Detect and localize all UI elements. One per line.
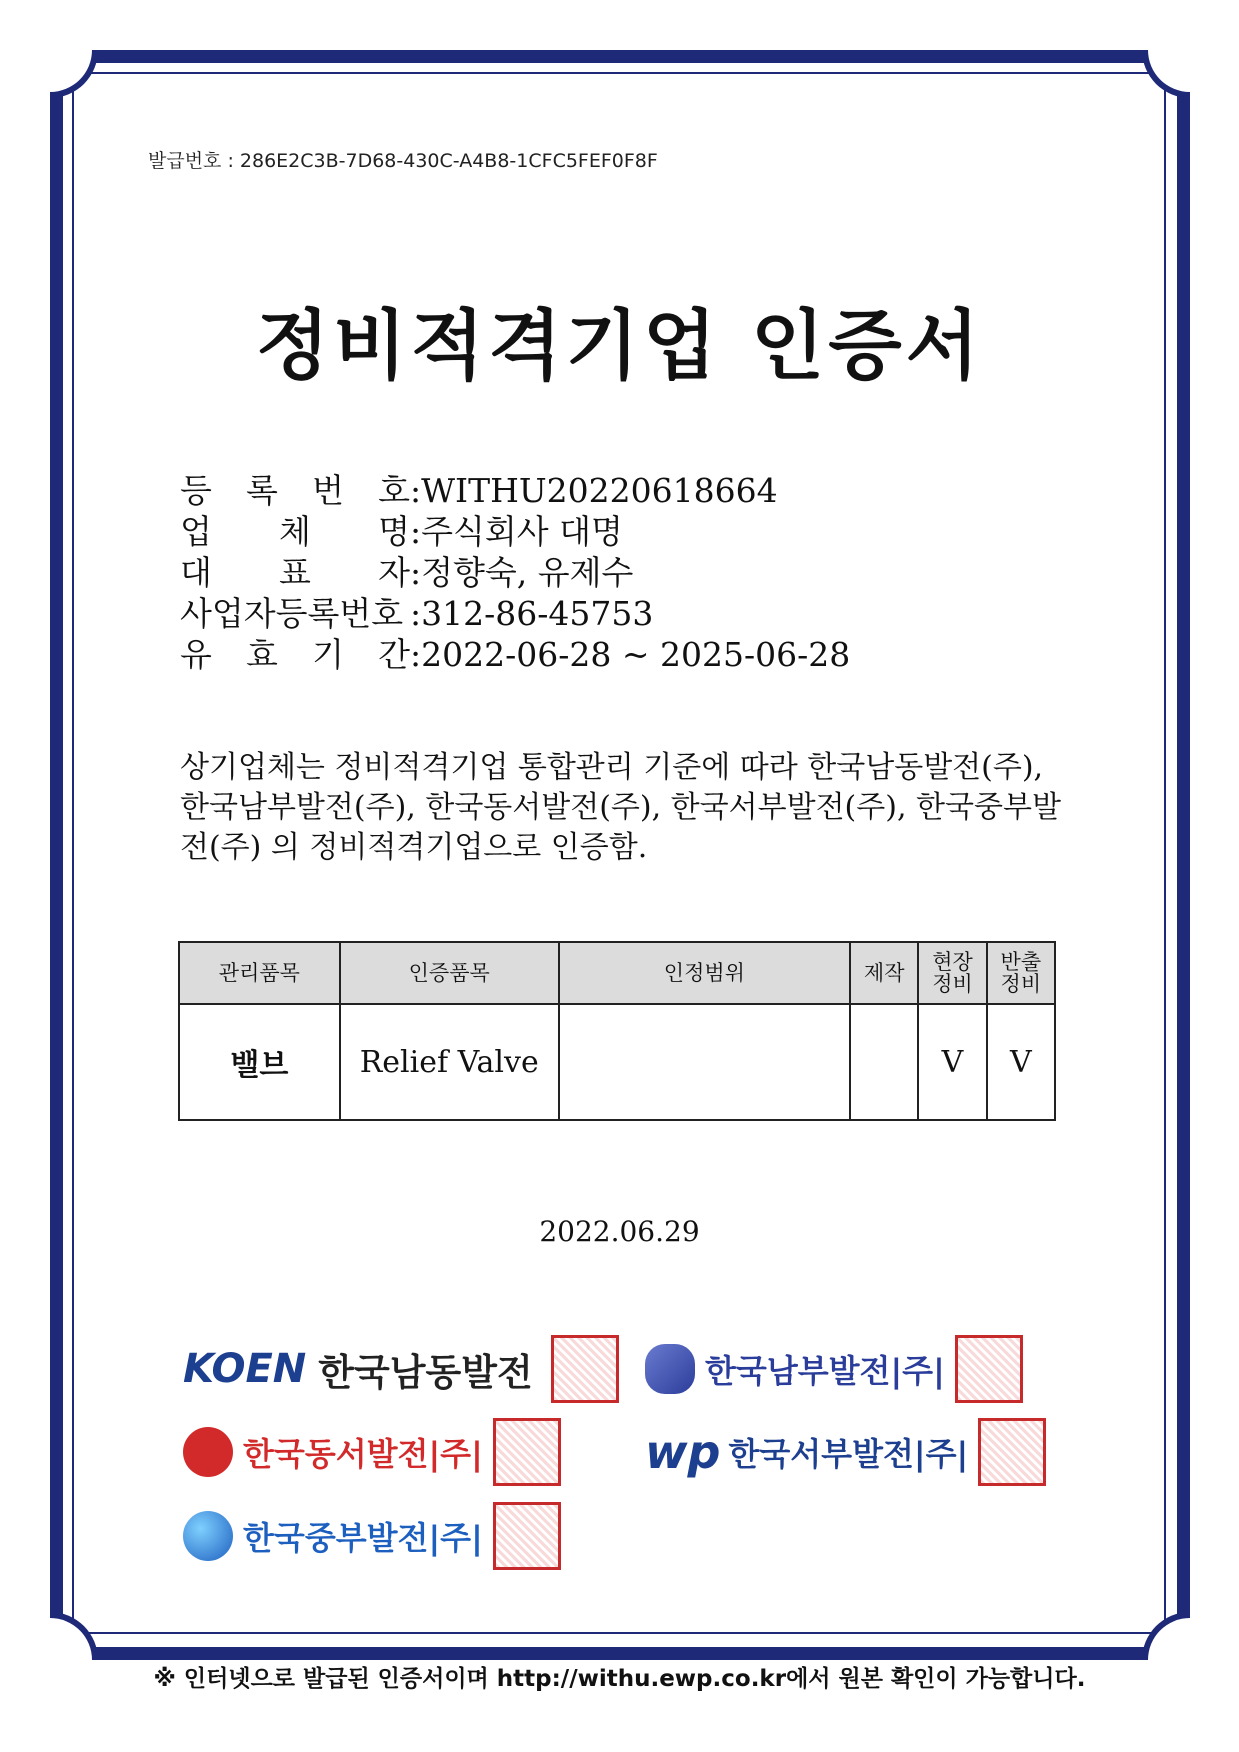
- logo-koen: [183, 1335, 619, 1403]
- info-label: 등 록 번 호: [180, 471, 410, 510]
- info-row: [180, 470, 850, 511]
- table-header-cell: 관리품목: [179, 942, 340, 1004]
- table-cell: [559, 1004, 850, 1120]
- company-seal: [493, 1502, 561, 1570]
- certified-items-table: [178, 941, 1056, 1121]
- kospo-emblem-icon: [645, 1344, 695, 1394]
- footer-notice: ※ 인터넷으로 발급된 인증서이며 http://withu.ewp.co.kr에서 원본 확인이 가능합니다.: [153, 1666, 1086, 1692]
- table-header-cell: 인증품목: [340, 942, 559, 1004]
- registration-info: [180, 470, 850, 675]
- table-header-cell: 반출 정비: [987, 942, 1055, 1004]
- info-row: [180, 634, 850, 675]
- info-label: 유 효 기 간: [180, 635, 410, 674]
- table-cell: Relief Valve: [340, 1004, 559, 1120]
- kowepo-mark: wp: [645, 1425, 721, 1479]
- logo-kospo: [645, 1335, 1023, 1403]
- table-header-cell: 제작: [850, 942, 918, 1004]
- table-header-row: [179, 942, 1055, 1004]
- table-cell: V: [987, 1004, 1055, 1120]
- company-seal: [493, 1418, 561, 1486]
- logo-kowepo: [645, 1418, 1046, 1486]
- table-body: [179, 1004, 1055, 1120]
- issue-number: 발급번호 : 286E2C3B-7D68-430C-A4B8-1CFC5FEF0F8F: [148, 150, 658, 172]
- logo-text: 한국남부발전|주|: [705, 1352, 945, 1390]
- info-value: :2022-06-28 ~ 2025-06-28: [410, 635, 851, 674]
- table-row: [179, 1004, 1055, 1120]
- logo-text: 한국동서발전|주|: [243, 1435, 483, 1473]
- ewp-emblem-icon: [183, 1427, 233, 1477]
- koen-mark: KOEN: [183, 1346, 307, 1392]
- logo-komipo: [183, 1502, 561, 1570]
- table-cell: [850, 1004, 918, 1120]
- logo-text: 한국남동발전: [318, 1351, 533, 1394]
- info-value: :312-86-45753: [410, 594, 654, 633]
- company-seal: [551, 1335, 619, 1403]
- logo-text: 한국서부발전|주|: [728, 1435, 969, 1473]
- komipo-emblem-icon: [183, 1511, 233, 1561]
- company-seal: [955, 1335, 1023, 1403]
- table-header-cell: 인정범위: [559, 942, 850, 1004]
- table-cell: 밸브: [179, 1004, 340, 1120]
- logo-ewp: [183, 1418, 561, 1486]
- certification-statement: 상기업체는 정비적격기업 통합관리 기준에 따라 한국남동발전(주), 한국남부발전(주), 한국동서발전(주), 한국서부발전(주), 한국중부발전(주) 의 정비적격기업으로 인증함.: [180, 750, 1061, 865]
- logo-text: 한국중부발전|주|: [243, 1519, 483, 1557]
- info-label: 대 표 자: [180, 553, 410, 592]
- certificate-title: 정비적격기업 인증서: [255, 301, 984, 390]
- table-header-cell: 현장 정비: [918, 942, 986, 1004]
- info-row: [180, 511, 850, 552]
- issue-date: 2022.06.29: [539, 1215, 700, 1248]
- info-row: [180, 593, 850, 634]
- info-label: 업 체 명: [180, 512, 410, 551]
- company-seal: [978, 1418, 1046, 1486]
- info-row: [180, 552, 850, 593]
- info-value: :주식회사 대명: [410, 512, 623, 551]
- table-cell: V: [918, 1004, 986, 1120]
- info-value: :정향숙, 유제수: [410, 553, 634, 592]
- info-label: 사업자등록번호: [180, 594, 404, 633]
- info-value: :WITHU20220618664: [410, 471, 778, 510]
